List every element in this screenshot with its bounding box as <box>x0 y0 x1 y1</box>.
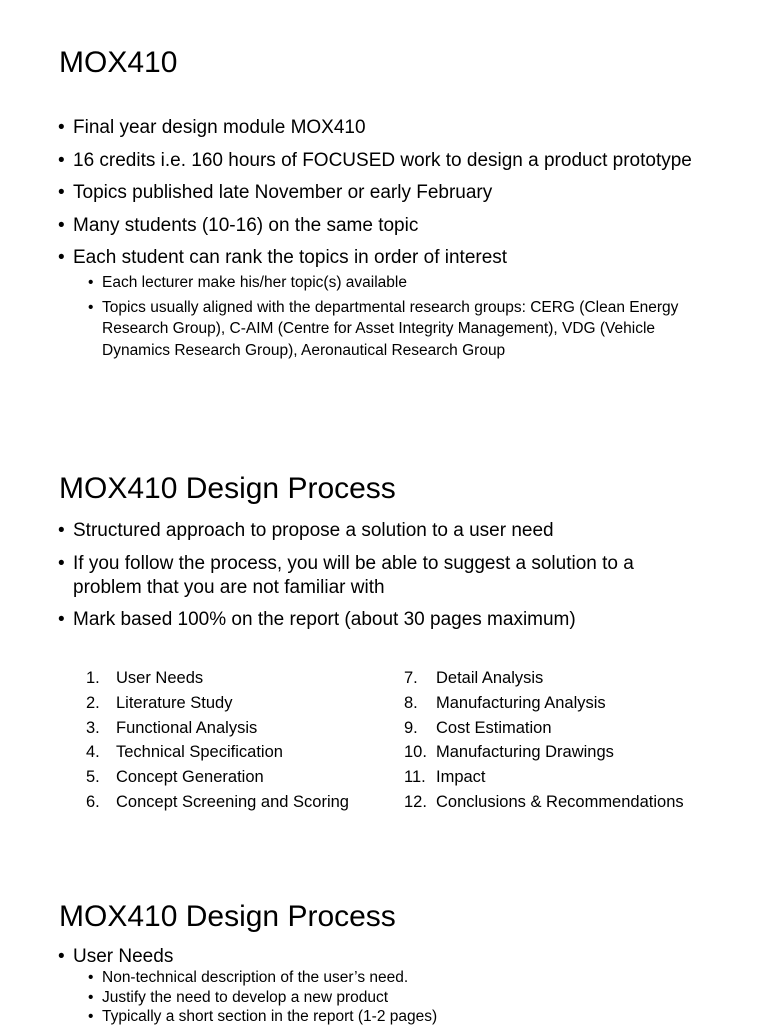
bullet-list <box>0 519 700 641</box>
bullet-item: • If you follow the process, you will be able to suggest a solution to a problem that you are not familiar with <box>0 552 693 600</box>
sub-bullet-item: • Each lecturer make his/her topic(s) available <box>0 272 700 294</box>
bullet-list <box>0 946 700 1035</box>
sub-bullet-item: • Non-technical description of the user’s need. <box>0 968 700 988</box>
slide-title: MOX410 <box>59 46 178 79</box>
bullet-item: • User Needs • Non-technical description of the user’s need. • Justify the need to develop a new product • Typically a short section in the report (1-2 pages) <box>0 946 700 1027</box>
bullet-list <box>0 116 700 370</box>
sub-bullet-list <box>73 968 700 1027</box>
slide-title: MOX410 Design Process <box>59 900 396 933</box>
sub-bullet-item: • Typically a short section in the report (1-2 pages) <box>0 1007 700 1027</box>
bullet-item: • Topics published late November or early February <box>0 181 700 205</box>
bullet-item: • Many students (10-16) on the same topic <box>0 214 700 238</box>
bullet-item: • Each student can rank the topics in order of interest • Each lecturer make his/her topic(s) available • Topics usually aligned with the departmental research groups: CERG (Clean Energy Research Group), C-AIM (Centre for Asset Integrity Management), VDG (Vehicle Dynamics Research Group), Aeronautical Research Group <box>0 246 700 361</box>
bullet-item: • Final year design module MOX410 <box>0 116 700 140</box>
sub-bullet-item: • Justify the need to develop a new product <box>0 988 700 1008</box>
sub-bullet-list <box>73 272 700 361</box>
bullet-item: • 16 credits i.e. 160 hours of FOCUSED work to design a product prototype <box>0 149 700 173</box>
bullet-item: • Structured approach to propose a solution to a user need <box>0 519 700 543</box>
sub-bullet-item: • Topics usually aligned with the departmental research groups: CERG (Clean Energy Research Group), C-AIM (Centre for Asset Integrity Management), VDG (Vehicle Dynamics Research Group), Aeronautical Research Group <box>0 297 692 362</box>
bullet-item: • Mark based 100% on the report (about 30 pages maximum) <box>0 608 700 632</box>
slide-title: MOX410 Design Process <box>59 472 396 505</box>
